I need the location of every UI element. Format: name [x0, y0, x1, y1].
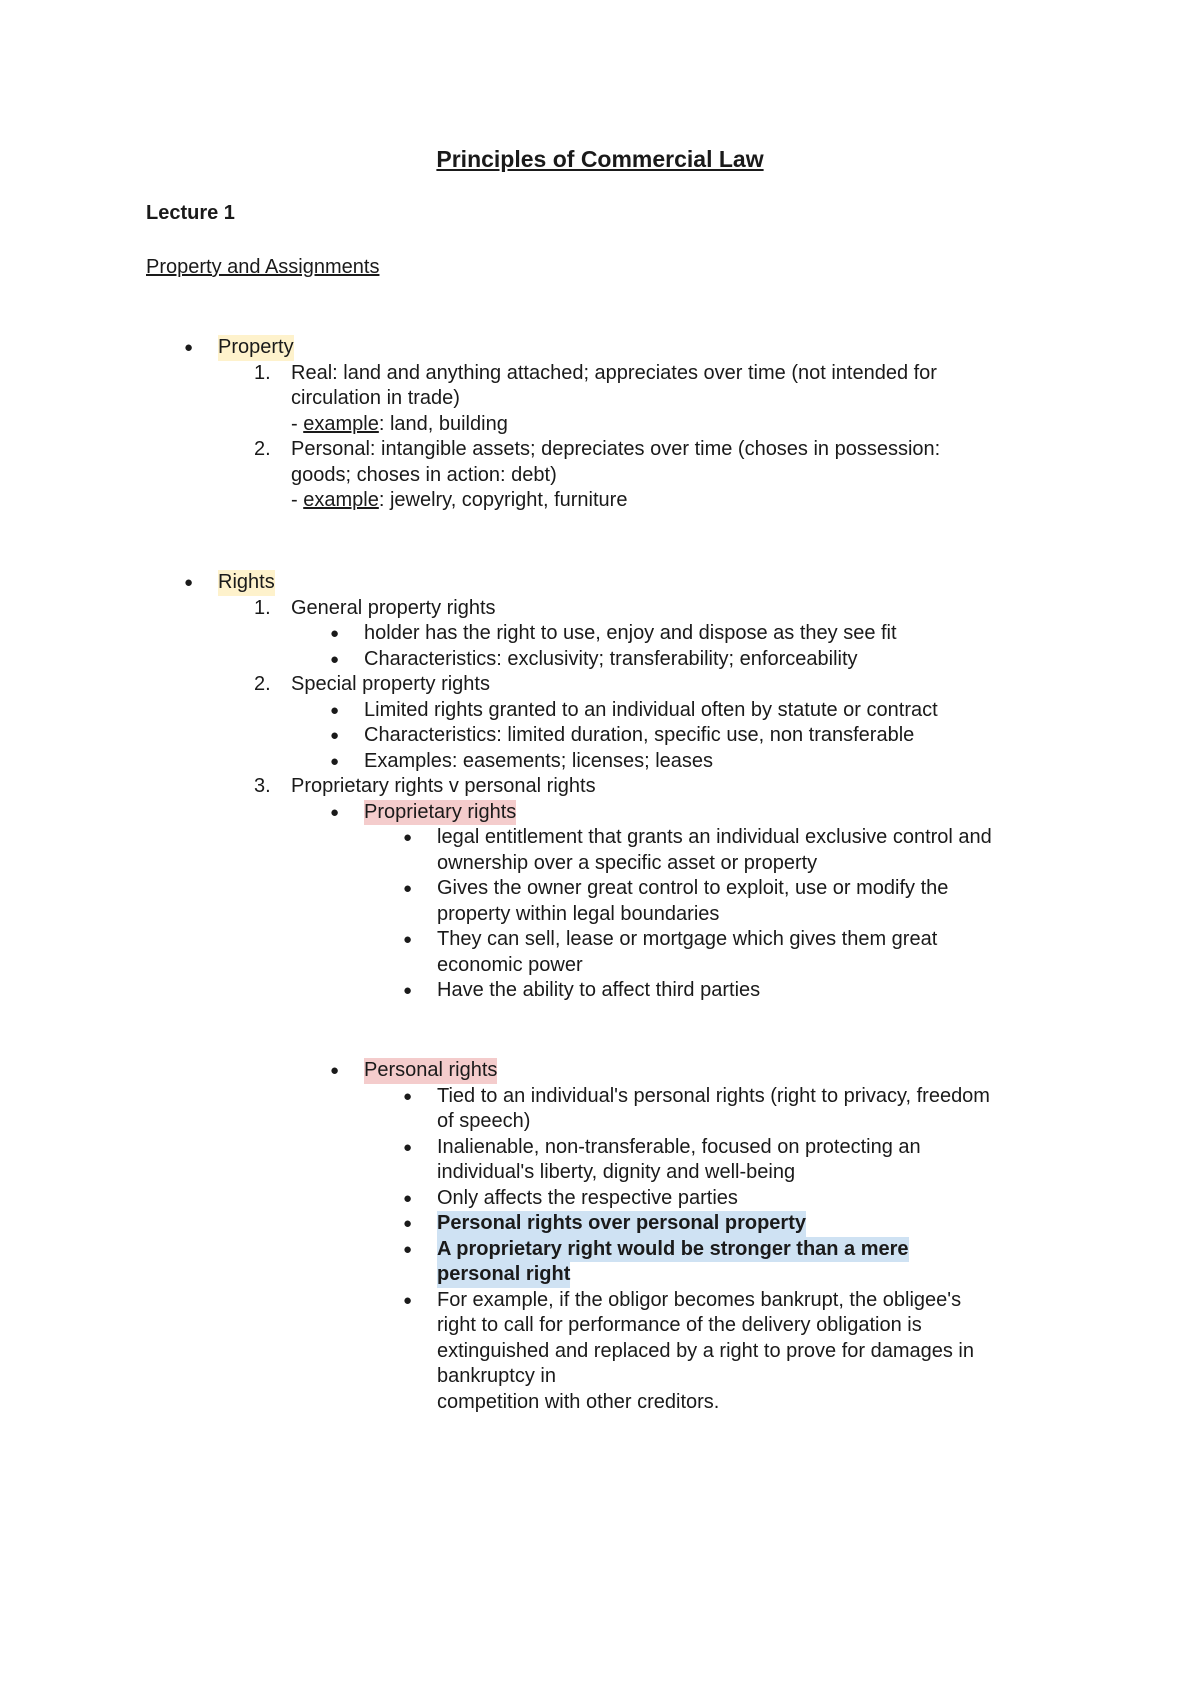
example-paragraph-line: extinguished and replaced by a right to prove for damages in [437, 1339, 975, 1362]
bullet-icon: ● [403, 1087, 413, 1105]
highlighted-bold-point: Personal rights over personal property [437, 1211, 806, 1237]
bullet-icon: ● [330, 650, 340, 668]
list-item-text: Personal: intangible assets; depreciates over time (choses in possession: [291, 438, 941, 460]
example-prefix: - [291, 412, 304, 435]
list-item-text: ownership over a specific asset or property [437, 851, 818, 874]
bullet-icon: ● [403, 1291, 413, 1309]
bullet-icon: ● [403, 931, 413, 948]
list-item-text: holder has the right to use, enjoy and dispose as they see fit [364, 622, 897, 644]
section-subheading: Property and Assignments [146, 256, 380, 278]
example-paragraph-line: bankruptcy in [437, 1365, 556, 1387]
bullet-icon: ● [330, 803, 340, 821]
highlighted-bold-point: A proprietary right would be stronger than a mere [437, 1237, 909, 1263]
list-item-text: Inalienable, non-transferable, focused on protecting an [437, 1135, 921, 1158]
special-rights-label: Special property rights [291, 673, 490, 695]
bullet-icon: ● [403, 982, 413, 999]
proprietary-rights-label: Proprietary rights [364, 800, 516, 826]
example-word: example [303, 412, 379, 435]
list-item-text: Characteristics: limited duration, specific use, non transferable [364, 724, 915, 746]
bullet-icon: ● [330, 752, 340, 770]
list-item-text: They can sell, lease or mortgage which gives them great [437, 928, 938, 950]
bullet-icon: ● [403, 1240, 413, 1258]
bullet-icon: ● [184, 339, 194, 356]
example-paragraph-line: competition with other creditors. [437, 1390, 720, 1413]
bullet-icon: ● [403, 1138, 413, 1156]
versus-label: Proprietary rights v personal rights [291, 775, 596, 797]
bullet-icon: ● [330, 1062, 340, 1079]
example-word: example [303, 489, 379, 511]
bullet-icon: ● [330, 701, 340, 719]
bullet-icon: ● [403, 880, 413, 897]
rights-section [0, 570, 1200, 1004]
list-item-text: circulation in trade) [291, 387, 460, 409]
example-rest: : jewelry, copyright, furniture [378, 489, 628, 511]
rights-label: Rights [218, 570, 275, 596]
document-title: Principles of Commercial Law [436, 146, 764, 172]
list-item-text: Characteristics: exclusivity; transferability; enforceability [364, 647, 858, 670]
list-number: 2. [254, 438, 271, 460]
list-item-text: individual's liberty, dignity and well-being [437, 1161, 796, 1183]
list-item-text: Limited rights granted to an individual often by statute or contract [364, 698, 938, 721]
example-paragraph-line: For example, if the obligor becomes bankrupt, the obligee's [437, 1288, 962, 1311]
list-item-text: legal entitlement that grants an individual exclusive control and [437, 826, 992, 848]
bullet-icon: ● [330, 625, 340, 642]
bullet-icon: ● [403, 1189, 413, 1207]
list-item-text: of speech) [437, 1110, 531, 1132]
list-number: 1. [254, 361, 271, 384]
property-section [0, 335, 1200, 514]
personal-rights-label: Personal rights [364, 1058, 497, 1084]
list-item-text: goods; choses in action: debt) [291, 463, 557, 486]
list-number: 3. [254, 775, 271, 797]
list-item-text: Gives the owner great control to exploit, use or modify the [437, 877, 949, 899]
bullet-icon: ● [403, 829, 413, 846]
lecture-heading: Lecture 1 [146, 202, 235, 224]
example-prefix: - [291, 489, 304, 511]
bullet-icon: ● [330, 727, 340, 744]
example-rest: : land, building [378, 412, 508, 435]
example-line [291, 488, 627, 514]
example-paragraph-line: right to call for performance of the delivery obligation is [437, 1314, 922, 1336]
list-item-text: Examples: easements; licenses; leases [364, 749, 714, 772]
bullet-icon: ● [403, 1215, 413, 1232]
property-label: Property [218, 335, 294, 361]
list-item-text: property within legal boundaries [437, 902, 720, 925]
list-item-text: Tied to an individual's personal rights (right to privacy, freedom [437, 1084, 990, 1107]
list-number: 2. [254, 673, 271, 695]
example-line [291, 412, 508, 438]
list-item-text: Only affects the respective parties [437, 1186, 738, 1209]
personal-rights-section [0, 1058, 1200, 1415]
list-item-text: Real: land and anything attached; appreciates over time (not intended for [291, 361, 937, 384]
highlighted-bold-point: personal right [437, 1262, 570, 1288]
list-item-text: Have the ability to affect third parties [437, 979, 761, 1001]
bullet-icon: ● [184, 574, 194, 591]
general-rights-label: General property rights [291, 596, 496, 619]
list-item-text: economic power [437, 953, 583, 976]
list-number: 1. [254, 596, 271, 619]
